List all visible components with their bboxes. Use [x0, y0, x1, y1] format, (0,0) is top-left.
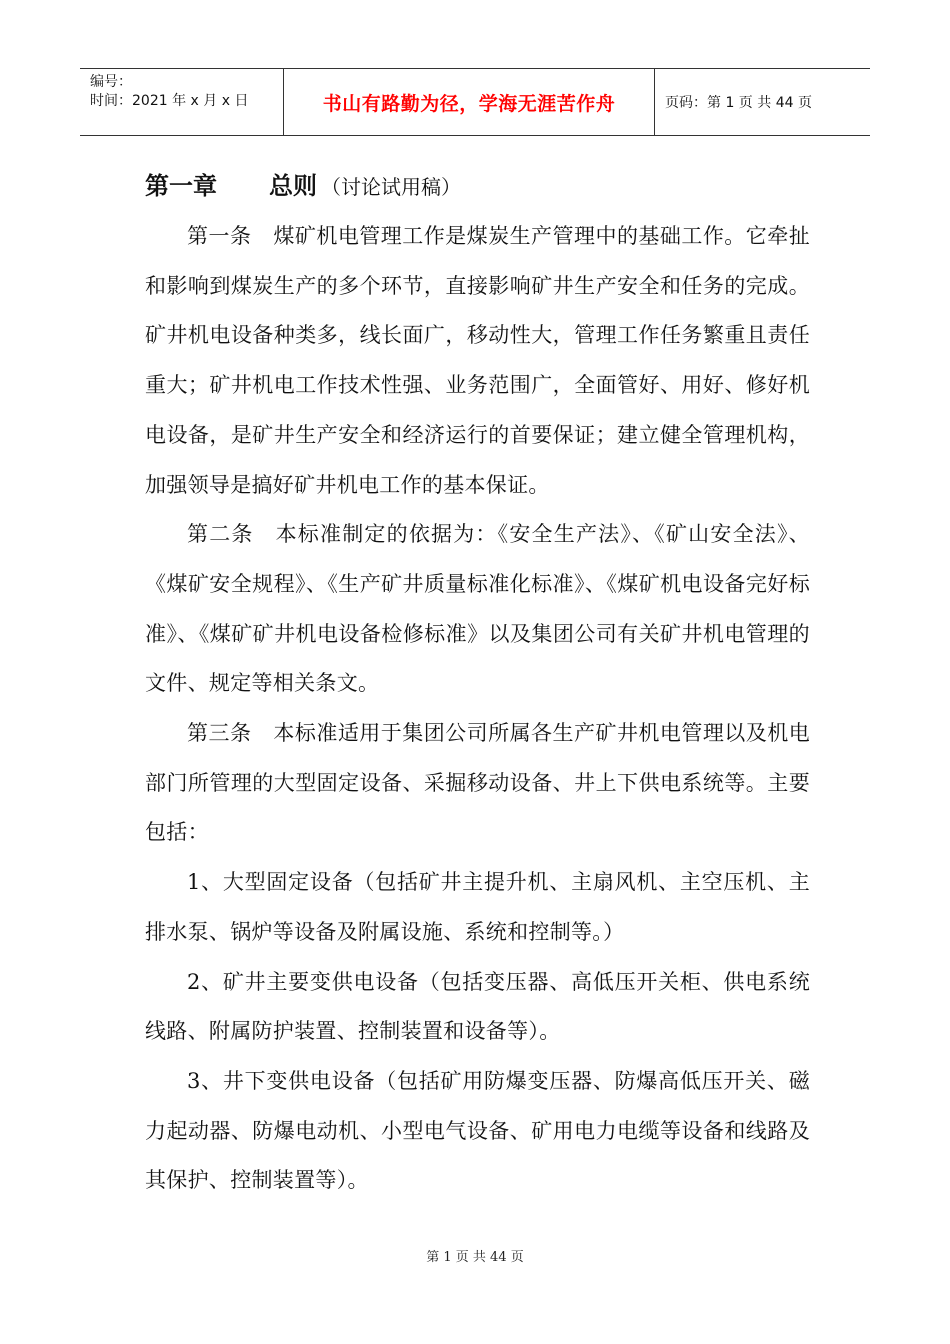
header-page-cell: [655, 69, 870, 135]
article-text: 本标准制定的依据为：《安全生产法》、《矿山安全法》、《煤矿安全规程》、《生产矿井质量标准化标准》、《煤矿机电设备完好标准》、《煤矿矿井机电设备检修标准》以及集团公司有关矿井机电管理的文件、规定等相关条文。: [145, 522, 810, 696]
article-paragraph: [145, 709, 810, 858]
chapter-number: 第一章: [145, 172, 217, 200]
chapter-heading: [145, 160, 810, 212]
page-footer: [0, 1246, 950, 1265]
date-label: 时间：2021 年 x 月 x 日: [90, 93, 249, 109]
chapter-name: 总则: [269, 172, 317, 200]
list-item: 2、矿井主要变供电设备（包括变压器、高低压开关柜、供电系统线路、附属防护装置、控制装置和设备等）。: [145, 969, 810, 1044]
motto-text: 书山有路勤为径，学海无涯苦作舟: [322, 92, 616, 115]
article-paragraph: [145, 510, 810, 709]
list-item: 1、大型固定设备（包括矿井主提升机、主扇风机、主空压机、主排水泵、锅炉等设备及附属设施、系统和控制等。）: [145, 870, 810, 944]
document-body: [145, 160, 810, 1206]
list-item: 3、井下变供电设备（包括矿用防爆变压器、防爆高低压开关、磁力起动器、防爆电动机、小型电气设备、矿用电力电缆等设备和线路及其保护、控制装置等）。: [145, 1068, 810, 1193]
header-info-cell: [80, 69, 283, 135]
chapter-note: （讨论试用稿）: [321, 175, 461, 199]
header-motto-cell: [283, 69, 655, 135]
article-number: 第三条: [187, 721, 252, 746]
footer-page-number: 第 1 页 共 44 页: [426, 1250, 524, 1265]
article-text: 煤矿机电管理工作是煤炭生产管理中的基础工作。它牵扯和影响到煤炭生产的多个环节，直接影响矿井生产安全和任务的完成。矿井机电设备种类多，线长面广，移动性大，管理工作任务繁重且责任重大；矿井机电工作技术性强、业务范围广，全面管好、用好、修好机电设备，是矿井生产安全和经济运行的首要保证；建立健全管理机构，加强领导是搞好矿井机电工作的基本保证。: [145, 224, 811, 497]
article-paragraph: [145, 212, 810, 510]
article-text: 本标准适用于集团公司所属各生产矿井机电管理以及机电部门所管理的大型固定设备、采掘移动设备、井上下供电系统等。主要包括：: [145, 721, 811, 845]
article-number: 第一条: [187, 224, 252, 248]
serial-number-label: 编号：: [90, 74, 132, 90]
page-code: 页码：第 1 页 共 44 页: [665, 95, 812, 111]
article-number: 第二条: [187, 522, 254, 547]
document-header: [80, 68, 870, 136]
